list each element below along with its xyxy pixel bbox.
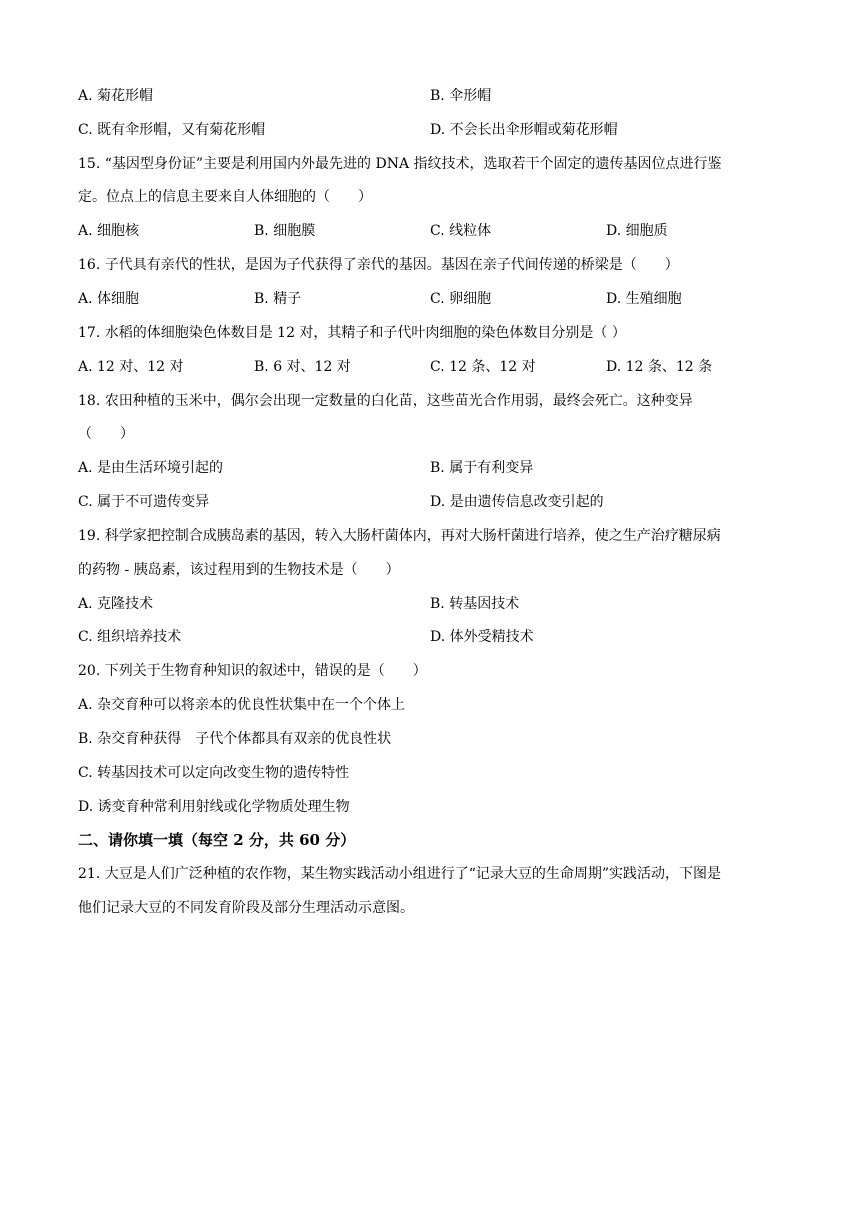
q21-stem-line2: 他们记录大豆的不同发育阶段及部分生理活动示意图。 <box>78 900 414 916</box>
q19-option-a: A. 克隆技术 <box>78 596 154 612</box>
q18-option-d: D. 是由遗传信息改变引起的 <box>430 494 604 510</box>
q17-option-a: A. 12 对、12 对 <box>78 359 184 375</box>
q16-option-d: D. 生殖细胞 <box>606 291 682 307</box>
q20-option-a: A. 杂交育种可以将亲本的优良性状集中在一个个体上 <box>78 697 406 713</box>
q19-option-c: C. 组织培养技术 <box>78 629 182 645</box>
q19-option-d: D. 体外受精技术 <box>430 629 534 645</box>
q17-option-c: C. 12 条、12 对 <box>430 359 536 375</box>
q20-option-d: D. 诱变育种常利用射线或化学物质处理生物 <box>78 799 350 815</box>
q17-stem: 17. 水稻的体细胞染色体数目是 12 对，其精子和子代叶肉细胞的染色体数目分别是（ ） <box>78 325 626 341</box>
q15-stem-line2: 定。位点上的信息主要来自人体细胞的（ ） <box>78 189 372 205</box>
q20-option-c: C. 转基因技术可以定向改变生物的遗传特性 <box>78 765 350 781</box>
q18-option-a: A. 是由生活环境引起的 <box>78 460 224 476</box>
q19-option-b: B. 转基因技术 <box>430 596 520 612</box>
q18-stem-line2: （ ） <box>78 426 134 442</box>
q18-option-b: B. 属于有利变异 <box>430 460 534 476</box>
q14-option-d: D. 不会长出伞形帽或菊花形帽 <box>430 122 618 138</box>
q14-option-b: B. 伞形帽 <box>430 88 492 104</box>
q16-stem: 16. 子代具有亲代的性状，是因为子代获得了亲代的基因。基因在亲子代间传递的桥梁是（ ） <box>78 257 679 273</box>
q16-option-a: A. 体细胞 <box>78 291 140 307</box>
q19-stem-line2: 的药物 - 胰岛素，该过程用到的生物技术是（ ） <box>78 562 400 578</box>
q15-option-a: A. 细胞核 <box>78 223 140 239</box>
q14-option-c: C. 既有伞形帽，又有菊花形帽 <box>78 122 266 138</box>
q15-option-b: B. 细胞膜 <box>254 223 316 239</box>
q16-option-c: C. 卵细胞 <box>430 291 492 307</box>
q15-stem-line1: 15. “基因型身份证”主要是利用国内外最先进的 DNA 指纹技术，选取若干个固定的遗传基因位点进行鉴 <box>78 156 722 172</box>
q21-stem-line1: 21. 大豆是人们广泛种植的农作物，某生物实践活动小组进行了“记录大豆的生命周期”实践活动，下图是 <box>78 866 722 882</box>
q17-option-b: B. 6 对、12 对 <box>254 359 351 375</box>
q15-option-c: C. 线粒体 <box>430 223 492 239</box>
q15-option-d: D. 细胞质 <box>606 223 668 239</box>
q18-option-c: C. 属于不可遗传变异 <box>78 494 210 510</box>
q17-option-d: D. 12 条、12 条 <box>606 359 713 375</box>
q14-option-a: A. 菊花形帽 <box>78 88 154 104</box>
q18-stem-line1: 18. 农田种植的玉米中，偶尔会出现一定数量的白化苗，这些苗光合作用弱，最终会死亡。这种变异 <box>78 393 693 409</box>
section-heading: 二、请你填一填（每空 2 分，共 60 分） <box>78 831 356 849</box>
q19-stem-line1: 19. 科学家把控制合成胰岛素的基因，转入大肠杆菌体内，再对大肠杆菌进行培养，使之生产治疗糖尿病 <box>78 528 721 544</box>
q20-option-b: B. 杂交育种获得 子代个体都具有双亲的优良性状 <box>78 731 392 747</box>
q20-stem: 20. 下列关于生物育种知识的叙述中，错误的是（ ） <box>78 663 427 679</box>
q16-option-b: B. 精子 <box>254 291 302 307</box>
